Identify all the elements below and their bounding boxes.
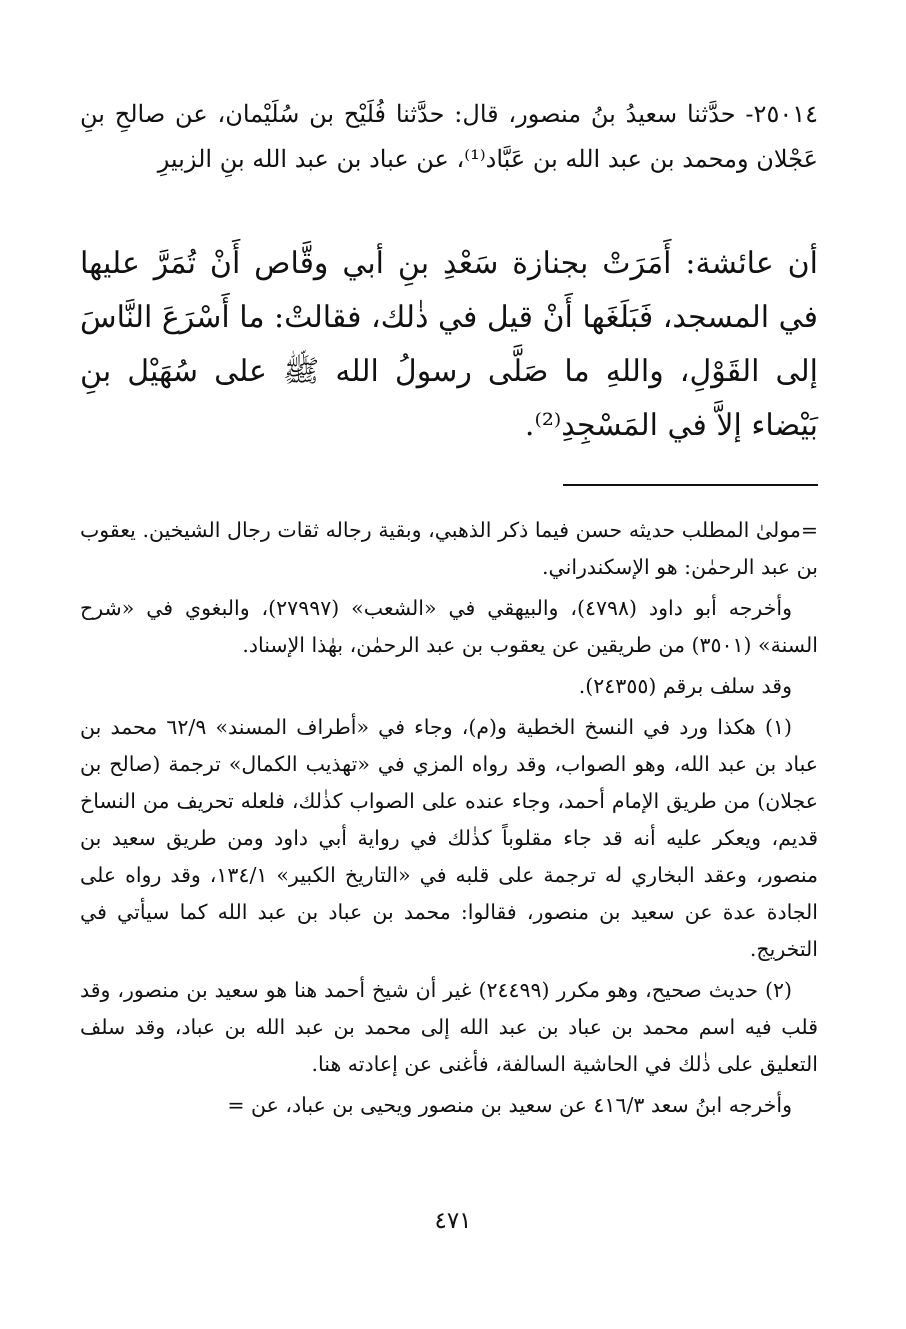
footnotes (80, 512, 818, 1128)
hadith-isnad: ٢٥٠١٤- حدَّثنا سعيدُ بنُ منصور، قال: حدَّثنا فُلَيْح بن سُلَيْمان، عن صالحِ بنِ عَجْلان ومحمد بن عبد الله بن عَبَّاد⁽¹⁾، عن عباد بن عبد الله بنِ الزبيرِ (80, 100, 818, 173)
footnote-paragraph: وأخرجه أبو داود (٤٧٩٨)، والبيهقي في «الشعب» (٢٧٩٩٧)، والبغوي في «شرح السنة» (٣٥٠١) من طريقين عن يعقوب بن عبد الرحمٰن، بهٰذا الإسناد. (80, 596, 818, 657)
footnote-1: (١) هكذا ورد في النسخ الخطية و(م)، وجاء في «أطراف المسند» ٦٢/٩ محمد بن عباد بن عبد الله، وهو الصواب، وقد رواه المزي في «تهذيب الكمال» ترجمة (صالح بن عجلان) من طريق الإمام أحمد، وجاء عنده على الصواب كذٰلك، فلعله تحريف من النساخ قديم، ويعكر عليه أنه قد جاء مقلوباً كذٰلك في رواية أبي داود ومن طريق سعيد بن منصور، وعقد البخاري له ترجمة على قلبه في «التاريخ الكبير» ١٣٤/١، وقد رواه على الجادة عدة عن سعيد بن منصور، فقالوا: محمد بن عباد بن عبد الله كما سيأتي في التخريج. (80, 715, 818, 961)
page-number: ٤٧١ (434, 1208, 472, 1234)
footnote-paragraph: وأخرجه ابنُ سعد ٤١٦/٣ عن سعيد بن منصور ويحيى بن عباد، عن = (227, 1093, 792, 1117)
footnote-separator (563, 484, 818, 486)
footnote-2: (٢) حديث صحيح، وهو مكرر (٢٤٤٩٩) غير أن شيخ أحمد هنا هو سعيد بن منصور، وقد قلب فيه اسم محمد بن عباد بن عبد الله إلى محمد بن عبد الله بن عباد، وقد سلف التعليق على ذٰلك في الحاشية السالفة، فأغنى عن إعادته هنا. (80, 978, 818, 1076)
hadith-matn: أن عائشة: أَمَرَتْ بجنازة سَعْدِ بنِ أبي وقَّاص أَنْ تُمَرَّ عليها في المسجد، فَبَلَغَها أَنْ قيل في ذٰلك، فقالتْ: ما أَسْرَعَ النَّاسَ إلى القَوْلِ، واللهِ ما صَلَّى رسولُ الله ﷺ على سُهَيْل بنِ بَيْضاء إلاَّ في المَسْجِدِ⁽²⁾. (80, 246, 818, 443)
footnote-paragraph: وقد سلف برقم (٢٤٣٥٥). (578, 674, 792, 698)
footnote-continuation: =مولىٰ المطلب حديثه حسن فيما ذكر الذهبي، وبقية رجاله ثقات رجال الشيخين. يعقوب بن عبد الرحمٰن: هو الإسكندراني. (80, 518, 818, 579)
